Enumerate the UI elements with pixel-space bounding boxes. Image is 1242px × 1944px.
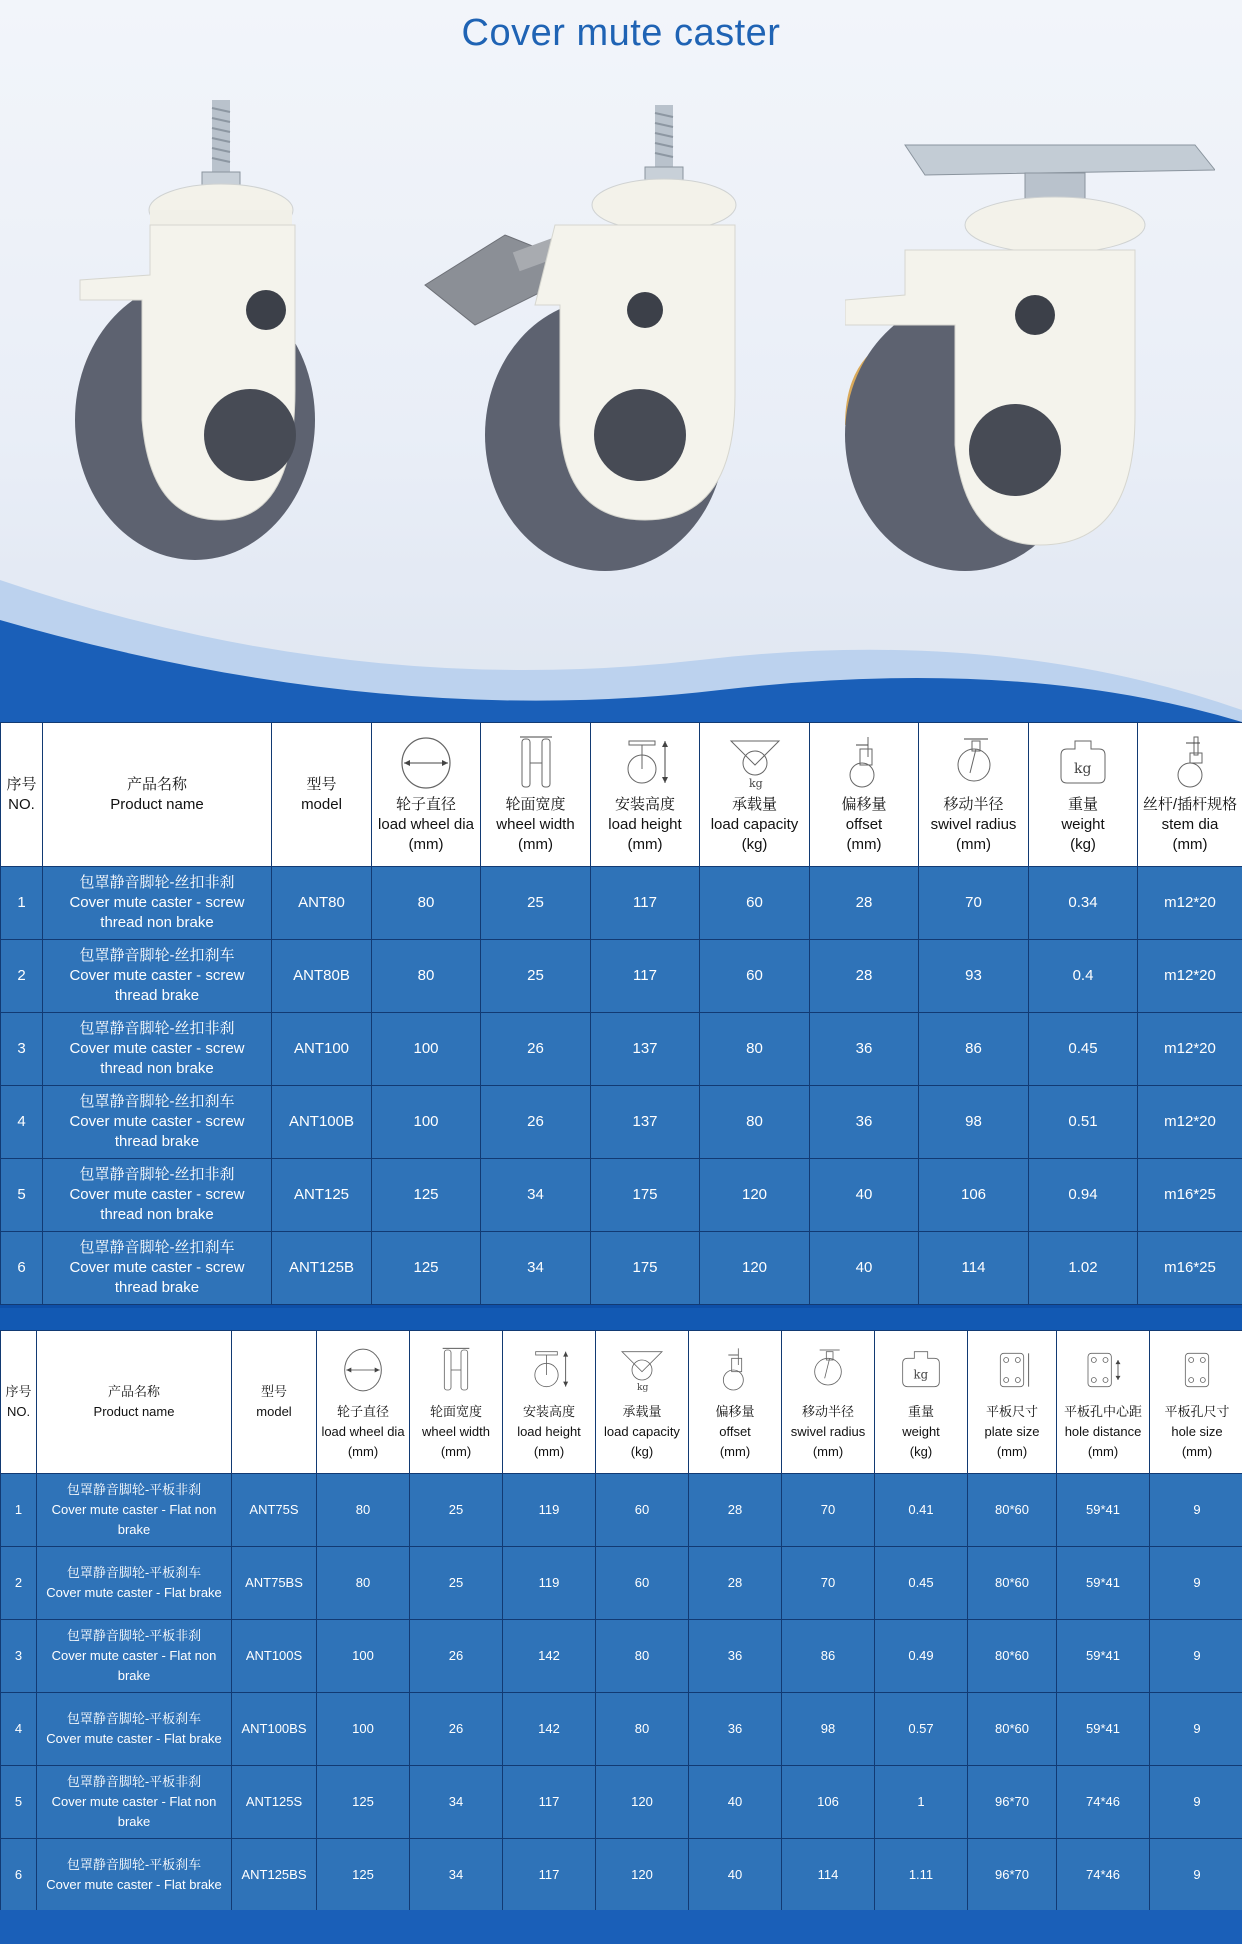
cell-stem: m12*20 [1138, 1013, 1242, 1086]
stem-icon [1160, 735, 1220, 791]
cell-dia: 125 [372, 1232, 481, 1305]
cell-plate-size: 80*60 [968, 1693, 1057, 1766]
cell-height: 117 [503, 1839, 596, 1912]
cell-capacity: 60 [596, 1547, 689, 1620]
cell-product-name: 包罩静音脚轮-丝扣刹车 Cover mute caster - screw thread brake [43, 1086, 272, 1159]
cell-hole-distance: 59*41 [1057, 1547, 1150, 1620]
cell-height: 117 [503, 1766, 596, 1839]
header-load-capacity: kg 承载量 load capacity (kg) [700, 723, 810, 867]
cell-hole-size: 9 [1150, 1474, 1242, 1547]
cell-offset: 28 [810, 940, 919, 1013]
weight-icon [1053, 735, 1113, 791]
cell-capacity: 60 [596, 1474, 689, 1547]
table-row [1, 940, 1242, 1013]
cell-width: 25 [481, 867, 591, 940]
cell-model: ANT75S [232, 1474, 317, 1547]
cell-capacity: 120 [700, 1159, 810, 1232]
weight-icon [896, 1342, 946, 1398]
cell-weight: 0.34 [1029, 867, 1138, 940]
cell-capacity: 120 [596, 1839, 689, 1912]
cell-hole-size: 9 [1150, 1693, 1242, 1766]
cell-height: 142 [503, 1693, 596, 1766]
cell-dia: 80 [372, 940, 481, 1013]
cell-no: 2 [1, 1547, 37, 1620]
cell-model: ANT100B [272, 1086, 372, 1159]
cell-weight: 0.94 [1029, 1159, 1138, 1232]
cell-width: 26 [410, 1620, 503, 1693]
header-no: 序号 NO. [1, 1331, 37, 1474]
cell-height: 142 [503, 1620, 596, 1693]
cell-radius: 114 [919, 1232, 1029, 1305]
cell-capacity: 80 [596, 1620, 689, 1693]
cell-width: 25 [410, 1474, 503, 1547]
cell-no: 6 [1, 1232, 43, 1305]
header-load-height: 安装高度 load height (mm) [591, 723, 700, 867]
cell-weight: 0.49 [875, 1620, 968, 1693]
cell-capacity: 60 [700, 940, 810, 1013]
cell-capacity: 80 [700, 1013, 810, 1086]
flat-plate-caster-spec-table [0, 1330, 1242, 1912]
header-plate-size: 平板尺寸 plate size (mm) [968, 1331, 1057, 1474]
cell-plate-size: 96*70 [968, 1766, 1057, 1839]
cell-product-name: 包罩静音脚轮-丝扣刹车 Cover mute caster - screw thread brake [43, 1232, 272, 1305]
cell-stem: m16*25 [1138, 1159, 1242, 1232]
cell-capacity: 80 [700, 1086, 810, 1159]
cell-weight: 0.45 [875, 1547, 968, 1620]
cell-hole-distance: 59*41 [1057, 1620, 1150, 1693]
caster-screw-non-brake-photo [70, 100, 390, 570]
cell-radius: 114 [782, 1839, 875, 1912]
svg-text:kg: kg [913, 1367, 929, 1382]
table-header-row [1, 1331, 1242, 1474]
header-model: 型号 model [232, 1331, 317, 1474]
cell-product-name: 包罩静音脚轮-丝扣非刹 Cover mute caster - screw thread non brake [43, 1159, 272, 1232]
cell-weight: 0.57 [875, 1693, 968, 1766]
cell-radius: 93 [919, 940, 1029, 1013]
caster-flat-plate-photo [845, 125, 1215, 575]
header-swivel-radius: 移动半径 swivel radius (mm) [919, 723, 1029, 867]
table-header-row [1, 723, 1242, 867]
cell-hole-distance: 59*41 [1057, 1693, 1150, 1766]
load-height-icon [615, 735, 675, 791]
blue-wave-decoration [0, 540, 1242, 722]
cell-stem: m12*20 [1138, 1086, 1242, 1159]
svg-text:kg: kg [1074, 760, 1092, 777]
cell-offset: 28 [689, 1547, 782, 1620]
cell-model: ANT125 [272, 1159, 372, 1232]
cell-hole-distance: 74*46 [1057, 1839, 1150, 1912]
cell-no: 1 [1, 867, 43, 940]
cell-no: 4 [1, 1086, 43, 1159]
cell-offset: 40 [689, 1766, 782, 1839]
cell-dia: 125 [317, 1839, 410, 1912]
cell-plate-size: 80*60 [968, 1474, 1057, 1547]
cell-no: 5 [1, 1766, 37, 1839]
cell-dia: 100 [317, 1693, 410, 1766]
cell-model: ANT125B [272, 1232, 372, 1305]
cell-capacity: 120 [596, 1766, 689, 1839]
cell-radius: 70 [919, 867, 1029, 940]
table-row [1, 1474, 1242, 1547]
table-row [1, 1693, 1242, 1766]
load-height-icon [524, 1342, 574, 1398]
cell-hole-size: 9 [1150, 1766, 1242, 1839]
cell-height: 117 [591, 940, 700, 1013]
cell-weight: 1.11 [875, 1839, 968, 1912]
wheel-width-icon [431, 1342, 481, 1398]
cell-height: 175 [591, 1232, 700, 1305]
cell-dia: 80 [372, 867, 481, 940]
cell-weight: 0.41 [875, 1474, 968, 1547]
cell-height: 119 [503, 1547, 596, 1620]
swivel-radius-icon [803, 1342, 853, 1398]
cell-model: ANT80B [272, 940, 372, 1013]
header-hole-size: 平板孔尺寸 hole size (mm) [1150, 1331, 1242, 1474]
screw-caster-spec-table [0, 722, 1242, 1305]
cell-no: 3 [1, 1620, 37, 1693]
cell-model: ANT80 [272, 867, 372, 940]
cell-product-name: 包罩静音脚轮-平板非刹 Cover mute caster - Flat non brake [37, 1474, 232, 1547]
cell-product-name: 包罩静音脚轮-丝扣非刹 Cover mute caster - screw thread non brake [43, 867, 272, 940]
offset-icon [834, 735, 894, 791]
svg-text:kg: kg [637, 1382, 649, 1393]
cell-radius: 86 [919, 1013, 1029, 1086]
caster-screw-brake-photo [415, 105, 755, 575]
cell-product-name: 包罩静音脚轮-平板非刹 Cover mute caster - Flat non brake [37, 1620, 232, 1693]
cell-capacity: 60 [700, 867, 810, 940]
hole-size-icon [1172, 1342, 1222, 1398]
header-no: 序号 NO. [1, 723, 43, 867]
table-row [1, 1547, 1242, 1620]
cell-model: ANT125BS [232, 1839, 317, 1912]
cell-width: 25 [481, 940, 591, 1013]
cell-dia: 100 [372, 1013, 481, 1086]
table-row [1, 1766, 1242, 1839]
cell-height: 137 [591, 1013, 700, 1086]
cell-hole-size: 9 [1150, 1839, 1242, 1912]
cell-no: 3 [1, 1013, 43, 1086]
header-product-name: 产品名称 Product name [43, 723, 272, 867]
cell-offset: 28 [689, 1474, 782, 1547]
load-capacity-icon [725, 735, 785, 791]
cell-model: ANT100S [232, 1620, 317, 1693]
header-swivel-radius: 移动半径 swivel radius (mm) [782, 1331, 875, 1474]
cell-offset: 36 [689, 1620, 782, 1693]
cell-height: 137 [591, 1086, 700, 1159]
cell-width: 34 [410, 1839, 503, 1912]
cell-width: 34 [481, 1232, 591, 1305]
cell-offset: 36 [810, 1086, 919, 1159]
cell-no: 5 [1, 1159, 43, 1232]
cell-weight: 0.4 [1029, 940, 1138, 1013]
hero-banner [0, 0, 1242, 722]
table-row [1, 1159, 1242, 1232]
cell-dia: 80 [317, 1547, 410, 1620]
cell-dia: 125 [317, 1766, 410, 1839]
cell-weight: 1 [875, 1766, 968, 1839]
cell-weight: 0.51 [1029, 1086, 1138, 1159]
cell-offset: 40 [810, 1159, 919, 1232]
offset-icon [710, 1342, 760, 1398]
cell-height: 119 [503, 1474, 596, 1547]
cell-no: 1 [1, 1474, 37, 1547]
cell-height: 117 [591, 867, 700, 940]
footer-band [0, 1910, 1242, 1944]
cell-height: 175 [591, 1159, 700, 1232]
cell-offset: 36 [689, 1693, 782, 1766]
cell-model: ANT75BS [232, 1547, 317, 1620]
table-row [1, 1839, 1242, 1912]
wheel-width-icon [506, 735, 566, 791]
cell-width: 26 [481, 1086, 591, 1159]
cell-width: 34 [410, 1766, 503, 1839]
cell-model: ANT100 [272, 1013, 372, 1086]
table-row [1, 1232, 1242, 1305]
cell-stem: m16*25 [1138, 1232, 1242, 1305]
cell-weight: 1.02 [1029, 1232, 1138, 1305]
cell-product-name: 包罩静音脚轮-平板刹车 Cover mute caster - Flat brake [37, 1693, 232, 1766]
header-offset: 偏移量 offset (mm) [689, 1331, 782, 1474]
cell-product-name: 包罩静音脚轮-丝扣非刹 Cover mute caster - screw thread non brake [43, 1013, 272, 1086]
load-capacity-icon [617, 1342, 667, 1398]
swivel-radius-icon [944, 735, 1004, 791]
cell-no: 6 [1, 1839, 37, 1912]
cell-width: 26 [481, 1013, 591, 1086]
header-weight: kg 重量 weight (kg) [875, 1331, 968, 1474]
cell-dia: 100 [317, 1620, 410, 1693]
table-row [1, 1620, 1242, 1693]
cell-capacity: 120 [700, 1232, 810, 1305]
cell-product-name: 包罩静音脚轮-平板刹车 Cover mute caster - Flat brake [37, 1547, 232, 1620]
cell-radius: 106 [919, 1159, 1029, 1232]
cell-model: ANT125S [232, 1766, 317, 1839]
cell-capacity: 80 [596, 1693, 689, 1766]
header-product-name: 产品名称 Product name [37, 1331, 232, 1474]
cell-dia: 80 [317, 1474, 410, 1547]
header-load-capacity: kg 承载量 load capacity (kg) [596, 1331, 689, 1474]
cell-stem: m12*20 [1138, 940, 1242, 1013]
cell-stem: m12*20 [1138, 867, 1242, 940]
header-model: 型号 model [272, 723, 372, 867]
header-wheel-width: 轮面宽度 wheel width (mm) [410, 1331, 503, 1474]
table-row [1, 867, 1242, 940]
cell-offset: 28 [810, 867, 919, 940]
cell-no: 2 [1, 940, 43, 1013]
header-load-wheel-dia: 轮子直径 load wheel dia (mm) [317, 1331, 410, 1474]
wheel-diameter-icon [338, 1342, 388, 1398]
cell-no: 4 [1, 1693, 37, 1766]
cell-model: ANT100BS [232, 1693, 317, 1766]
cell-radius: 106 [782, 1766, 875, 1839]
cell-plate-size: 80*60 [968, 1620, 1057, 1693]
header-weight: kg 重量 weight (kg) [1029, 723, 1138, 867]
header-load-height: 安装高度 load height (mm) [503, 1331, 596, 1474]
cell-hole-size: 9 [1150, 1620, 1242, 1693]
table-row [1, 1013, 1242, 1086]
cell-offset: 40 [689, 1839, 782, 1912]
section-divider [0, 1308, 1242, 1330]
cell-offset: 36 [810, 1013, 919, 1086]
cell-radius: 98 [919, 1086, 1029, 1159]
cell-radius: 70 [782, 1547, 875, 1620]
header-wheel-width: 轮面宽度 wheel width (mm) [481, 723, 591, 867]
cell-dia: 125 [372, 1159, 481, 1232]
header-hole-distance: 平板孔中心距 hole distance (mm) [1057, 1331, 1150, 1474]
cell-product-name: 包罩静音脚轮-平板非刹 Cover mute caster - Flat non brake [37, 1766, 232, 1839]
header-offset: 偏移量 offset (mm) [810, 723, 919, 867]
cell-width: 25 [410, 1547, 503, 1620]
cell-plate-size: 80*60 [968, 1547, 1057, 1620]
header-stem-dia: 丝杆/插杆规格 stem dia (mm) [1138, 723, 1242, 867]
cell-radius: 98 [782, 1693, 875, 1766]
cell-hole-size: 9 [1150, 1547, 1242, 1620]
svg-text:kg: kg [748, 776, 763, 790]
cell-radius: 86 [782, 1620, 875, 1693]
page-title: Cover mute caster [461, 12, 781, 54]
cell-plate-size: 96*70 [968, 1839, 1057, 1912]
cell-dia: 100 [372, 1086, 481, 1159]
hole-distance-icon [1078, 1342, 1128, 1398]
cell-offset: 40 [810, 1232, 919, 1305]
table-row [1, 1086, 1242, 1159]
cell-hole-distance: 74*46 [1057, 1766, 1150, 1839]
header-load-wheel-dia: 轮子直径 load wheel dia (mm) [372, 723, 481, 867]
cell-width: 26 [410, 1693, 503, 1766]
cell-product-name: 包罩静音脚轮-平板刹车 Cover mute caster - Flat brake [37, 1839, 232, 1912]
cell-width: 34 [481, 1159, 591, 1232]
cell-weight: 0.45 [1029, 1013, 1138, 1086]
wheel-diameter-icon [396, 735, 456, 791]
cell-hole-distance: 59*41 [1057, 1474, 1150, 1547]
cell-radius: 70 [782, 1474, 875, 1547]
cell-product-name: 包罩静音脚轮-丝扣刹车 Cover mute caster - screw thread brake [43, 940, 272, 1013]
plate-size-icon [987, 1342, 1037, 1398]
